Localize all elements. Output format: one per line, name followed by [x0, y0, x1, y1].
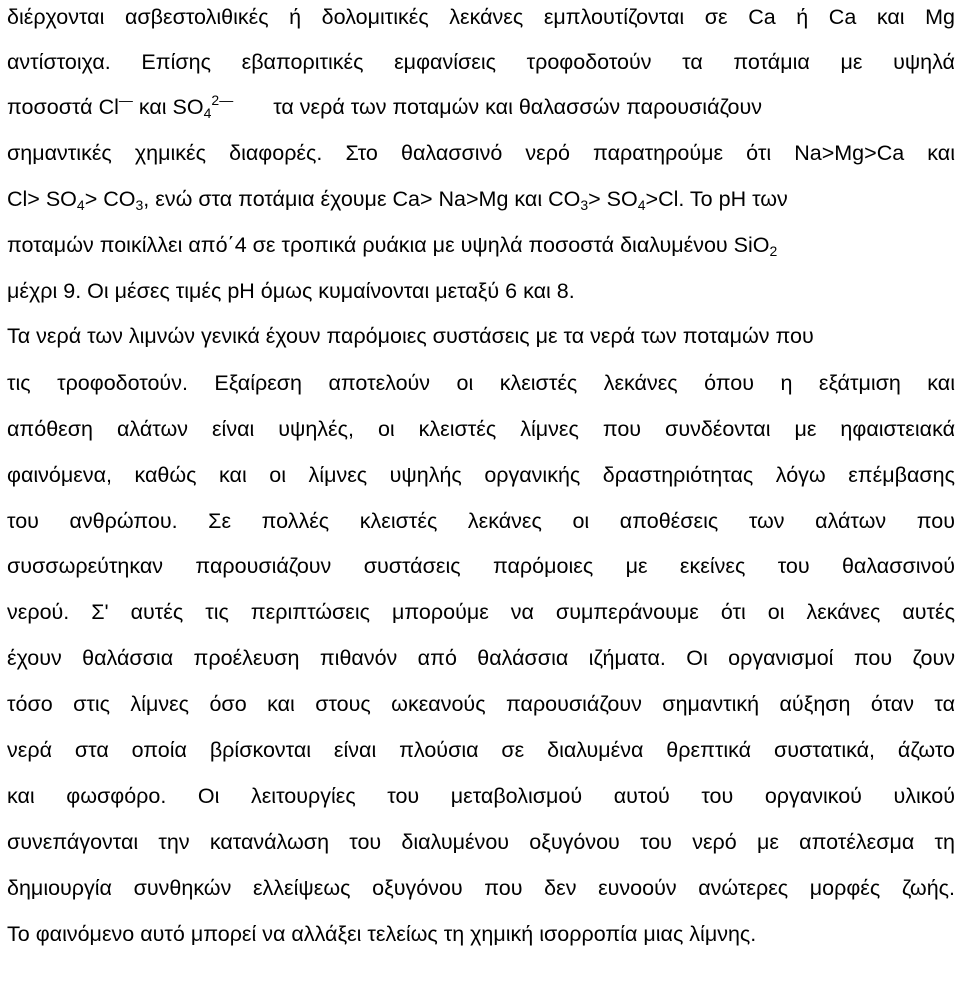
- text-line-1: διέρχονται ασβεστολιθικές ή δολομιτικές λεκάνες εμπλουτίζονται σε Ca ή Ca και Mg: [7, 5, 955, 29]
- text-line-2: αντίστοιχα. Επίσης εβαποριτικές εμφανίσεις τροφοδοτούν τα ποτάμια με υψηλά: [7, 50, 955, 74]
- text-line-13: συσσωρεύτηκαν παρουσιάζουν συστάσεις παρόμοιες με εκείνες του θαλασσινού: [7, 554, 955, 578]
- text-line-3: ποσοστά Cl— και $SO_4^{2—}$ τα νερά των ποταμών και θαλασσών παρουσιάζουν: [7, 92, 763, 121]
- text-line-5: $Cl> SO_4> CO_3$, ενώ στα ποτάμια έχουμε Ca> Na>Mg και $CO_3> SO_4>Cl$. To pH των: [7, 187, 788, 213]
- text-line-15: έχουν θαλάσσια προέλευση πιθανόν από θαλάσσια ιζήματα. Οι οργανισμοί που ζουν: [7, 646, 955, 670]
- text-line-20: δημιουργία συνθηκών ελλείψεως οξυγόνου που δεν ευνοούν ανώτερες μορφές ζωής.: [7, 876, 955, 900]
- text-line-9: τις τροφοδοτούν. Εξαίρεση αποτελούν οι κλειστές λεκάνες όπου η εξάτμιση και: [7, 371, 955, 395]
- text-line-11: φαινόμενα, καθώς και οι λίμνες υψηλής οργανικής δραστηριότητας λόγω επέμβασης: [7, 463, 955, 487]
- text-line-8: Τα νερά των λιμνών γενικά έχουν παρόμοιες συστάσεις με τα νερά των ποταμών που: [7, 324, 814, 348]
- text-line-4: σημαντικές χημικές διαφορές. Στο θαλασσινό νερό παρατηρούμε ότι Na>Mg>Ca και: [7, 141, 955, 165]
- text-line-18: και φωσφόρο. Οι λειτουργίες του μεταβολισμού αυτού του οργανικού υλικού: [7, 784, 955, 808]
- text-line-12: του ανθρώπου. Σε πολλές κλειστές λεκάνες οι αποθέσεις των αλάτων που: [7, 509, 955, 533]
- text-line-7: μέχρι 9. Οι μέσες τιμές pH όμως κυμαίνονται μεταξύ 6 και 8.: [7, 279, 575, 303]
- text-line-14: νερού. Σ' αυτές τις περιπτώσεις μπορούμε να συμπεράνουμε ότι οι λεκάνες αυτές: [7, 600, 955, 624]
- text-line-17: νερά στα οποία βρίσκονται είναι πλούσια σε διαλυμένα θρεπτικά συστατικά, άζωτο: [7, 738, 955, 762]
- text-line-19: συνεπάγονται την κατανάλωση του διαλυμένου οξυγόνου του νερό με αποτέλεσμα τη: [7, 830, 955, 854]
- text-line-6: ποταμών ποικίλλει από΄4 σε τροπικά ρυάκια με υψηλά ποσοστά διαλυμένου SiO$_2$: [7, 233, 778, 259]
- text-line-10: απόθεση αλάτων είναι υψηλές, οι κλειστές λίμνες που συνδέονται με ηφαιστειακά: [7, 417, 955, 441]
- text-line-21: Το φαινόμενο αυτό μπορεί να αλλάξει τελείως τη χημική ισορροπία μιας λίμνης.: [7, 922, 757, 946]
- text-line-16: τόσο στις λίμνες όσο και στους ωκεανούς παρουσιάζουν σημαντική αύξηση όταν τα: [7, 692, 955, 716]
